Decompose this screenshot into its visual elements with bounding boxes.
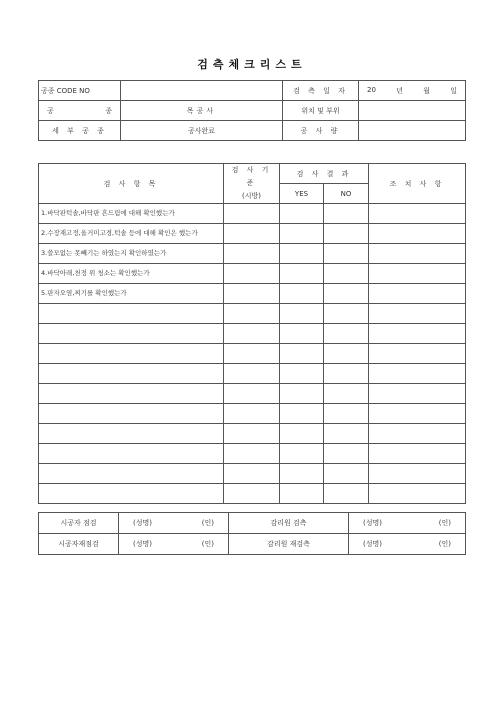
criteria-cell[interactable] bbox=[224, 204, 280, 224]
date-day-unit: 일 bbox=[450, 86, 457, 95]
contractor-recheck-sign[interactable] bbox=[119, 534, 229, 555]
name-label: (성명) bbox=[133, 540, 152, 548]
name-label: (성명) bbox=[363, 540, 382, 548]
sub-work-value[interactable]: 공사완료 bbox=[121, 121, 283, 141]
seal-label: (인) bbox=[438, 540, 451, 548]
date-month-unit: 월 bbox=[423, 86, 430, 95]
inspection-row bbox=[39, 444, 466, 464]
signature-row-1 bbox=[39, 513, 466, 534]
no-cell[interactable] bbox=[324, 304, 369, 324]
col-no-header: NO bbox=[324, 184, 369, 204]
inspection-item bbox=[39, 424, 224, 444]
action-cell[interactable] bbox=[369, 264, 466, 284]
work-code-label: 공종 CODE NO bbox=[39, 81, 121, 101]
supervisor-recheck-sign[interactable] bbox=[349, 534, 466, 555]
yes-cell[interactable] bbox=[280, 244, 324, 264]
no-cell[interactable] bbox=[324, 464, 369, 484]
yes-cell[interactable] bbox=[280, 364, 324, 384]
inspection-header-row-1 bbox=[39, 164, 466, 184]
no-cell[interactable] bbox=[324, 424, 369, 444]
work-type-label-b: 종 bbox=[105, 106, 112, 115]
col-yes-header: YES bbox=[280, 184, 324, 204]
col-items-header: 검 사 항 목 bbox=[39, 164, 224, 204]
date-year-unit: 년 bbox=[396, 86, 403, 95]
yes-cell[interactable] bbox=[280, 424, 324, 444]
col-result-header: 검 사 결 과 bbox=[280, 164, 369, 184]
inspection-item bbox=[39, 324, 224, 344]
no-cell[interactable] bbox=[324, 264, 369, 284]
header-row-type bbox=[39, 101, 466, 121]
seal-label: (인) bbox=[438, 519, 451, 527]
work-type-label-a: 공 bbox=[47, 106, 54, 115]
inspection-item bbox=[39, 304, 224, 324]
contractor-recheck-label: 시공자재점검 bbox=[39, 534, 119, 555]
criteria-cell[interactable] bbox=[224, 344, 280, 364]
seal-label: (인) bbox=[201, 519, 214, 527]
inspection-item: 1.바닥판턱솔,바닥판 흔드림에 대해 확인했는가 bbox=[39, 204, 224, 224]
work-type-label bbox=[39, 101, 121, 121]
inspect-date-value[interactable] bbox=[359, 81, 466, 101]
action-cell[interactable] bbox=[369, 384, 466, 404]
action-cell[interactable] bbox=[369, 304, 466, 324]
inspection-item bbox=[39, 344, 224, 364]
seal-label: (인) bbox=[201, 540, 214, 548]
header-table bbox=[38, 80, 466, 141]
inspection-row bbox=[39, 484, 466, 504]
no-cell[interactable] bbox=[324, 344, 369, 364]
supervisor-recheck-label: 감리원 재검측 bbox=[229, 534, 349, 555]
yes-cell[interactable] bbox=[280, 224, 324, 244]
col-action-header: 조 치 사 항 bbox=[369, 164, 466, 204]
inspection-row bbox=[39, 464, 466, 484]
inspection-row bbox=[39, 384, 466, 404]
yes-cell[interactable] bbox=[280, 264, 324, 284]
criteria-cell[interactable] bbox=[224, 364, 280, 384]
no-cell[interactable] bbox=[324, 224, 369, 244]
criteria-cell[interactable] bbox=[224, 264, 280, 284]
no-cell[interactable] bbox=[324, 444, 369, 464]
inspection-item: 4.바닥아래,천정 위 청소는 확인했는가 bbox=[39, 264, 224, 284]
col-criteria-line1: 검 사 기 준 bbox=[231, 166, 272, 187]
yes-cell[interactable] bbox=[280, 384, 324, 404]
quantity-value[interactable] bbox=[359, 121, 466, 141]
criteria-cell[interactable] bbox=[224, 224, 280, 244]
signature-table bbox=[38, 512, 466, 555]
header-row-sub bbox=[39, 121, 466, 141]
name-label: (성명) bbox=[133, 519, 152, 527]
criteria-cell[interactable] bbox=[224, 304, 280, 324]
location-value[interactable] bbox=[359, 101, 466, 121]
location-label: 위치 및 부위 bbox=[283, 101, 359, 121]
inspection-row bbox=[39, 344, 466, 364]
signature-row-2 bbox=[39, 534, 466, 555]
action-cell[interactable] bbox=[369, 444, 466, 464]
work-code-value[interactable] bbox=[121, 81, 283, 101]
yes-cell[interactable] bbox=[280, 344, 324, 364]
criteria-cell[interactable] bbox=[224, 324, 280, 344]
action-cell[interactable] bbox=[369, 244, 466, 264]
inspection-row bbox=[39, 364, 466, 384]
name-label: (성명) bbox=[363, 519, 382, 527]
supervisor-check-label: 감리원 검측 bbox=[229, 513, 349, 534]
action-cell[interactable] bbox=[369, 424, 466, 444]
criteria-cell[interactable] bbox=[224, 464, 280, 484]
inspection-item bbox=[39, 364, 224, 384]
criteria-cell[interactable] bbox=[224, 404, 280, 424]
yes-cell[interactable] bbox=[280, 484, 324, 504]
col-criteria-line2: (시방) bbox=[242, 192, 261, 200]
no-cell[interactable] bbox=[324, 484, 369, 504]
action-cell[interactable] bbox=[369, 284, 466, 304]
yes-cell[interactable] bbox=[280, 284, 324, 304]
yes-cell[interactable] bbox=[280, 204, 324, 224]
criteria-cell[interactable] bbox=[224, 484, 280, 504]
yes-cell[interactable] bbox=[280, 324, 324, 344]
date-year: 20 bbox=[367, 85, 376, 94]
no-cell[interactable] bbox=[324, 324, 369, 344]
inspection-row bbox=[39, 404, 466, 424]
action-cell[interactable] bbox=[369, 344, 466, 364]
inspect-date-label: 검 측 일 자 bbox=[283, 81, 359, 101]
action-cell[interactable] bbox=[369, 204, 466, 224]
inspection-row bbox=[39, 284, 466, 304]
inspection-table bbox=[38, 163, 466, 504]
inspection-item bbox=[39, 464, 224, 484]
action-cell[interactable] bbox=[369, 484, 466, 504]
inspection-row bbox=[39, 304, 466, 324]
yes-cell[interactable] bbox=[280, 444, 324, 464]
no-cell[interactable] bbox=[324, 384, 369, 404]
criteria-cell[interactable] bbox=[224, 284, 280, 304]
inspection-row bbox=[39, 424, 466, 444]
no-cell[interactable] bbox=[324, 204, 369, 224]
inspection-item bbox=[39, 384, 224, 404]
header-row-code bbox=[39, 81, 466, 101]
criteria-cell[interactable] bbox=[224, 444, 280, 464]
inspection-row bbox=[39, 264, 466, 284]
inspection-item: 5.판자오염,찌기를 확인했는가 bbox=[39, 284, 224, 304]
contractor-check-sign[interactable] bbox=[119, 513, 229, 534]
sub-work-label: 세 부 공 종 bbox=[39, 121, 121, 141]
supervisor-check-sign[interactable] bbox=[349, 513, 466, 534]
action-cell[interactable] bbox=[369, 224, 466, 244]
action-cell[interactable] bbox=[369, 404, 466, 424]
contractor-check-label: 시공자 점검 bbox=[39, 513, 119, 534]
inspection-item bbox=[39, 444, 224, 464]
quantity-label: 공 사 량 bbox=[283, 121, 359, 141]
no-cell[interactable] bbox=[324, 284, 369, 304]
document-title: 검측체크리스트 bbox=[197, 58, 307, 71]
inspection-row bbox=[39, 204, 466, 224]
no-cell[interactable] bbox=[324, 244, 369, 264]
no-cell[interactable] bbox=[324, 364, 369, 384]
inspection-item bbox=[39, 404, 224, 424]
no-cell[interactable] bbox=[324, 404, 369, 424]
inspection-item: 2.수장재고정,올거미고경,턱솔 등에 대해 확인은 했는가 bbox=[39, 224, 224, 244]
action-cell[interactable] bbox=[369, 464, 466, 484]
action-cell[interactable] bbox=[369, 364, 466, 384]
yes-cell[interactable] bbox=[280, 404, 324, 424]
inspection-row bbox=[39, 324, 466, 344]
inspection-item bbox=[39, 484, 224, 504]
work-type-value[interactable]: 목공사 bbox=[121, 101, 283, 121]
criteria-cell[interactable] bbox=[224, 424, 280, 444]
yes-cell[interactable] bbox=[280, 464, 324, 484]
criteria-cell[interactable] bbox=[224, 384, 280, 404]
col-criteria-header bbox=[224, 164, 280, 204]
action-cell[interactable] bbox=[369, 324, 466, 344]
yes-cell[interactable] bbox=[280, 304, 324, 324]
inspection-row bbox=[39, 224, 466, 244]
inspection-row bbox=[39, 244, 466, 264]
inspection-item: 3.쓸모없는 못빼기는 하였는지 확인하였는가 bbox=[39, 244, 224, 264]
criteria-cell[interactable] bbox=[224, 244, 280, 264]
